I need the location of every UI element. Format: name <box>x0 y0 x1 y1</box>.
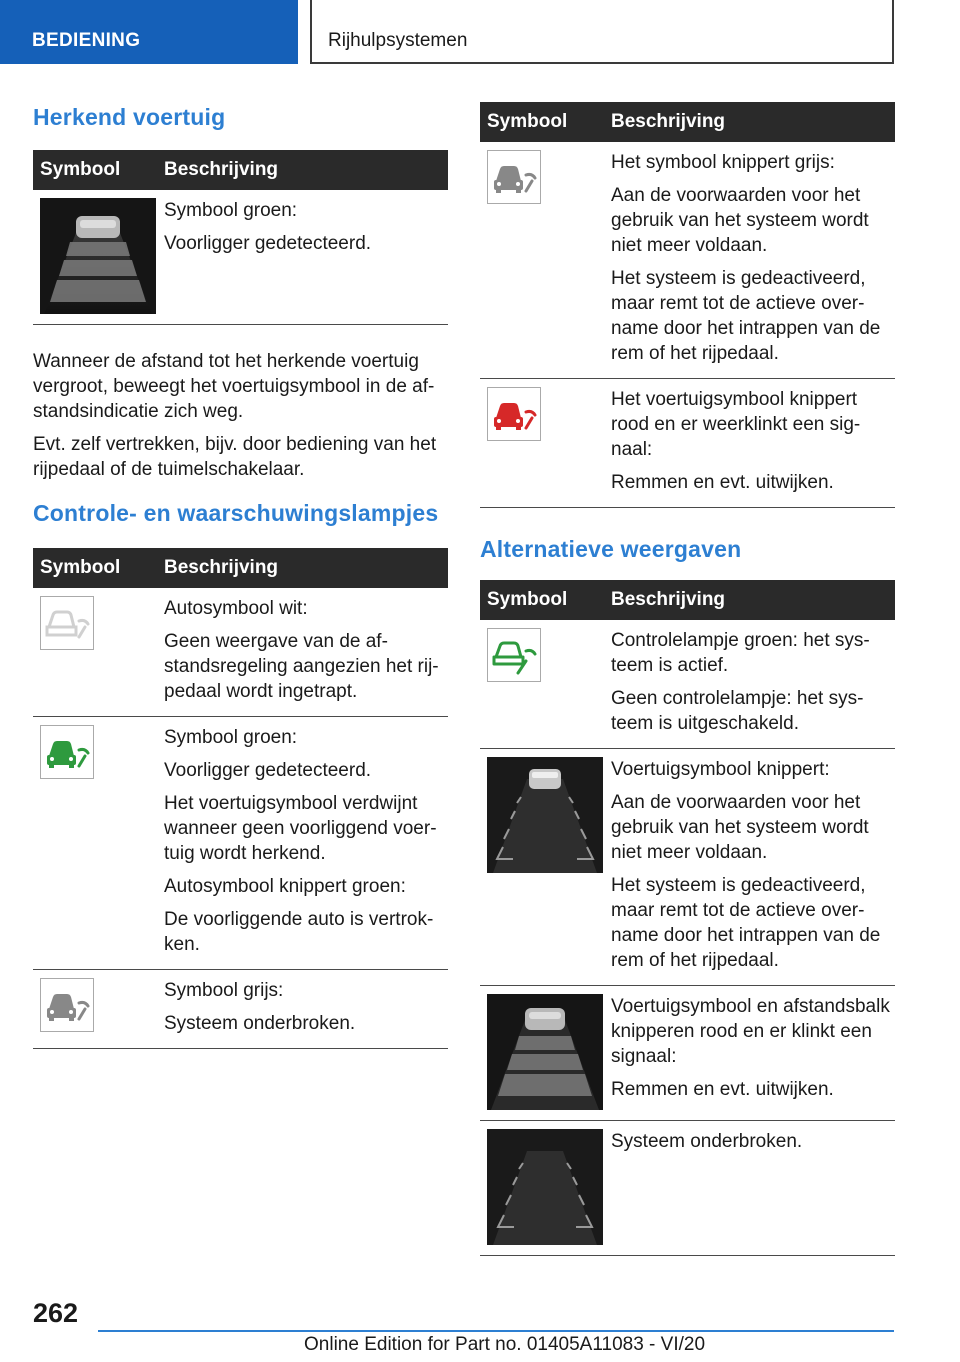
description-line: Het symbool knippert grijs: <box>611 152 835 173</box>
acc-display-car-bars-image <box>487 994 603 1110</box>
chapter-tab <box>310 0 894 64</box>
table-row <box>33 717 448 970</box>
description-line: Aan de voorwaarden voor het gebruik van het systeem wordt niet meer voldaan. <box>611 792 869 863</box>
description-line: Het voertuigsymbool verdwijnt wanneer geen voorliggend voertuig wordt herkend. <box>164 793 437 864</box>
description-cell <box>157 588 448 717</box>
section-heading-herkend-voertuig: Herkend voertuig <box>33 104 226 130</box>
car-distance-red-icon <box>487 387 541 441</box>
footer-divider <box>98 1330 894 1332</box>
car-distance-green-icon <box>40 725 94 779</box>
description-line: Symbool groen: <box>164 200 298 221</box>
column-header-symbol: Symbool <box>33 548 157 588</box>
description-line: Systeem onderbroken. <box>611 1131 803 1152</box>
table-row <box>480 749 895 986</box>
table-row <box>480 1121 895 1256</box>
description-line: Systeem onderbroken. <box>164 1013 356 1034</box>
distance-control-green-icon <box>487 628 541 682</box>
edition-note: Online Edition for Part no. 01405A11083 - VI/20 <box>304 1334 706 1355</box>
description-line: Het voertuigsymbool knippert rood en er weerklinkt een signaal: <box>611 389 861 460</box>
description-line: Symbool groen: <box>164 727 298 748</box>
description-cell <box>157 970 448 1049</box>
column-header-symbol: Symbool <box>480 580 604 620</box>
paragraph: Wanneer de afstand tot het herkende voertuig vergroot, beweegt het voertuigsymbool in de afstandsindicatie zich weg. <box>33 351 435 422</box>
description-line: Geen weergave van de afstandsregeling aangezien het rijpedaal wordt ingetrapt. <box>164 631 439 702</box>
description-line: De voorliggende auto is vertrokken. <box>164 909 434 955</box>
paragraph: Evt. zelf vertrekken, bijv. door bediening van het rijpedaal of de tuimelschakelaar. <box>33 434 437 480</box>
column-header-symbol: Symbool <box>33 150 157 190</box>
acc-display-car-green-image <box>40 198 156 314</box>
table-row <box>480 142 895 379</box>
description-line: Geen controlelampje: het systeem is uitgeschakeld. <box>611 688 864 734</box>
table-row <box>480 620 895 749</box>
table-row <box>33 190 448 325</box>
description-line: Voertuigsymbool en afstandsbalk knipperen rood en er klinkt een signaal: <box>611 996 890 1067</box>
left-column <box>33 100 448 1049</box>
symbol-cell <box>480 749 604 986</box>
column-header-description: Beschrijving <box>157 150 448 190</box>
description-line: Symbool grijs: <box>164 980 284 1001</box>
column-header-description: Beschrijving <box>604 580 895 620</box>
chapter-label: Rijhulpsystemen <box>328 30 468 51</box>
description-line: Het systeem is gedeactiveerd, maar remt tot de actieve overname door het intrappen van de rem of het rijpedaal. <box>611 875 881 971</box>
symbol-cell <box>33 588 157 717</box>
table-herkend-voertuig <box>33 150 448 325</box>
description-cell <box>604 620 895 749</box>
symbol-cell <box>33 190 157 325</box>
description-cell <box>604 749 895 986</box>
table-header-row <box>33 548 448 588</box>
description-line: Controlelampje groen: het systeem is actief. <box>611 630 870 676</box>
section-label: BEDIENING <box>32 30 141 51</box>
column-header-symbol: Symbool <box>480 102 604 142</box>
body-text <box>33 349 448 482</box>
section-heading-controle: Controle- en waarschuwingslampjes <box>33 500 439 526</box>
description-cell <box>604 379 895 508</box>
symbol-cell <box>480 142 604 379</box>
section-heading-alternatieve-weergaven: Alternatieve weergaven <box>480 536 742 562</box>
symbol-cell <box>33 970 157 1049</box>
table-controle-lampjes-continued <box>480 102 895 508</box>
description-cell <box>157 717 448 970</box>
description-line: Autosymbool wit: <box>164 598 308 619</box>
right-column <box>480 102 895 1256</box>
table-alternatieve-weergaven <box>480 580 895 1256</box>
acc-display-empty-road-image <box>487 1129 603 1245</box>
description-line: Voertuigsymbool knippert: <box>611 759 830 780</box>
symbol-cell <box>480 379 604 508</box>
car-distance-grey-icon <box>40 978 94 1032</box>
table-header-row <box>480 102 895 142</box>
description-line: Aan de voorwaarden voor het gebruik van het systeem wordt niet meer voldaan. <box>611 185 869 256</box>
acc-display-car-flashing-image <box>487 757 603 873</box>
description-cell <box>604 142 895 379</box>
table-row <box>33 588 448 717</box>
description-line: Voorligger gedetecteerd. <box>164 760 372 781</box>
description-cell <box>157 190 448 325</box>
table-header-row <box>33 150 448 190</box>
car-distance-grey-icon <box>487 150 541 204</box>
table-controle-lampjes <box>33 548 448 1049</box>
table-row <box>33 970 448 1049</box>
car-distance-white-icon <box>40 596 94 650</box>
table-header-row <box>480 580 895 620</box>
symbol-cell <box>33 717 157 970</box>
section-tab <box>0 0 298 64</box>
description-cell <box>604 1121 895 1256</box>
column-header-description: Beschrijving <box>604 102 895 142</box>
symbol-cell <box>480 986 604 1121</box>
column-header-description: Beschrijving <box>157 548 448 588</box>
description-line: Remmen en evt. uitwijken. <box>611 1079 834 1100</box>
description-cell <box>604 986 895 1121</box>
page-number: 262 <box>33 1298 79 1328</box>
description-line: Autosymbool knippert groen: <box>164 876 406 897</box>
description-line: Voorligger gedetecteerd. <box>164 233 372 254</box>
symbol-cell <box>480 620 604 749</box>
description-line: Het systeem is gedeactiveerd, maar remt tot de actieve overname door het intrappen van de rem of het rijpedaal. <box>611 268 881 364</box>
table-row <box>480 379 895 508</box>
table-row <box>480 986 895 1121</box>
description-line: Remmen en evt. uitwijken. <box>611 472 834 493</box>
page-header <box>0 0 960 66</box>
symbol-cell <box>480 1121 604 1256</box>
